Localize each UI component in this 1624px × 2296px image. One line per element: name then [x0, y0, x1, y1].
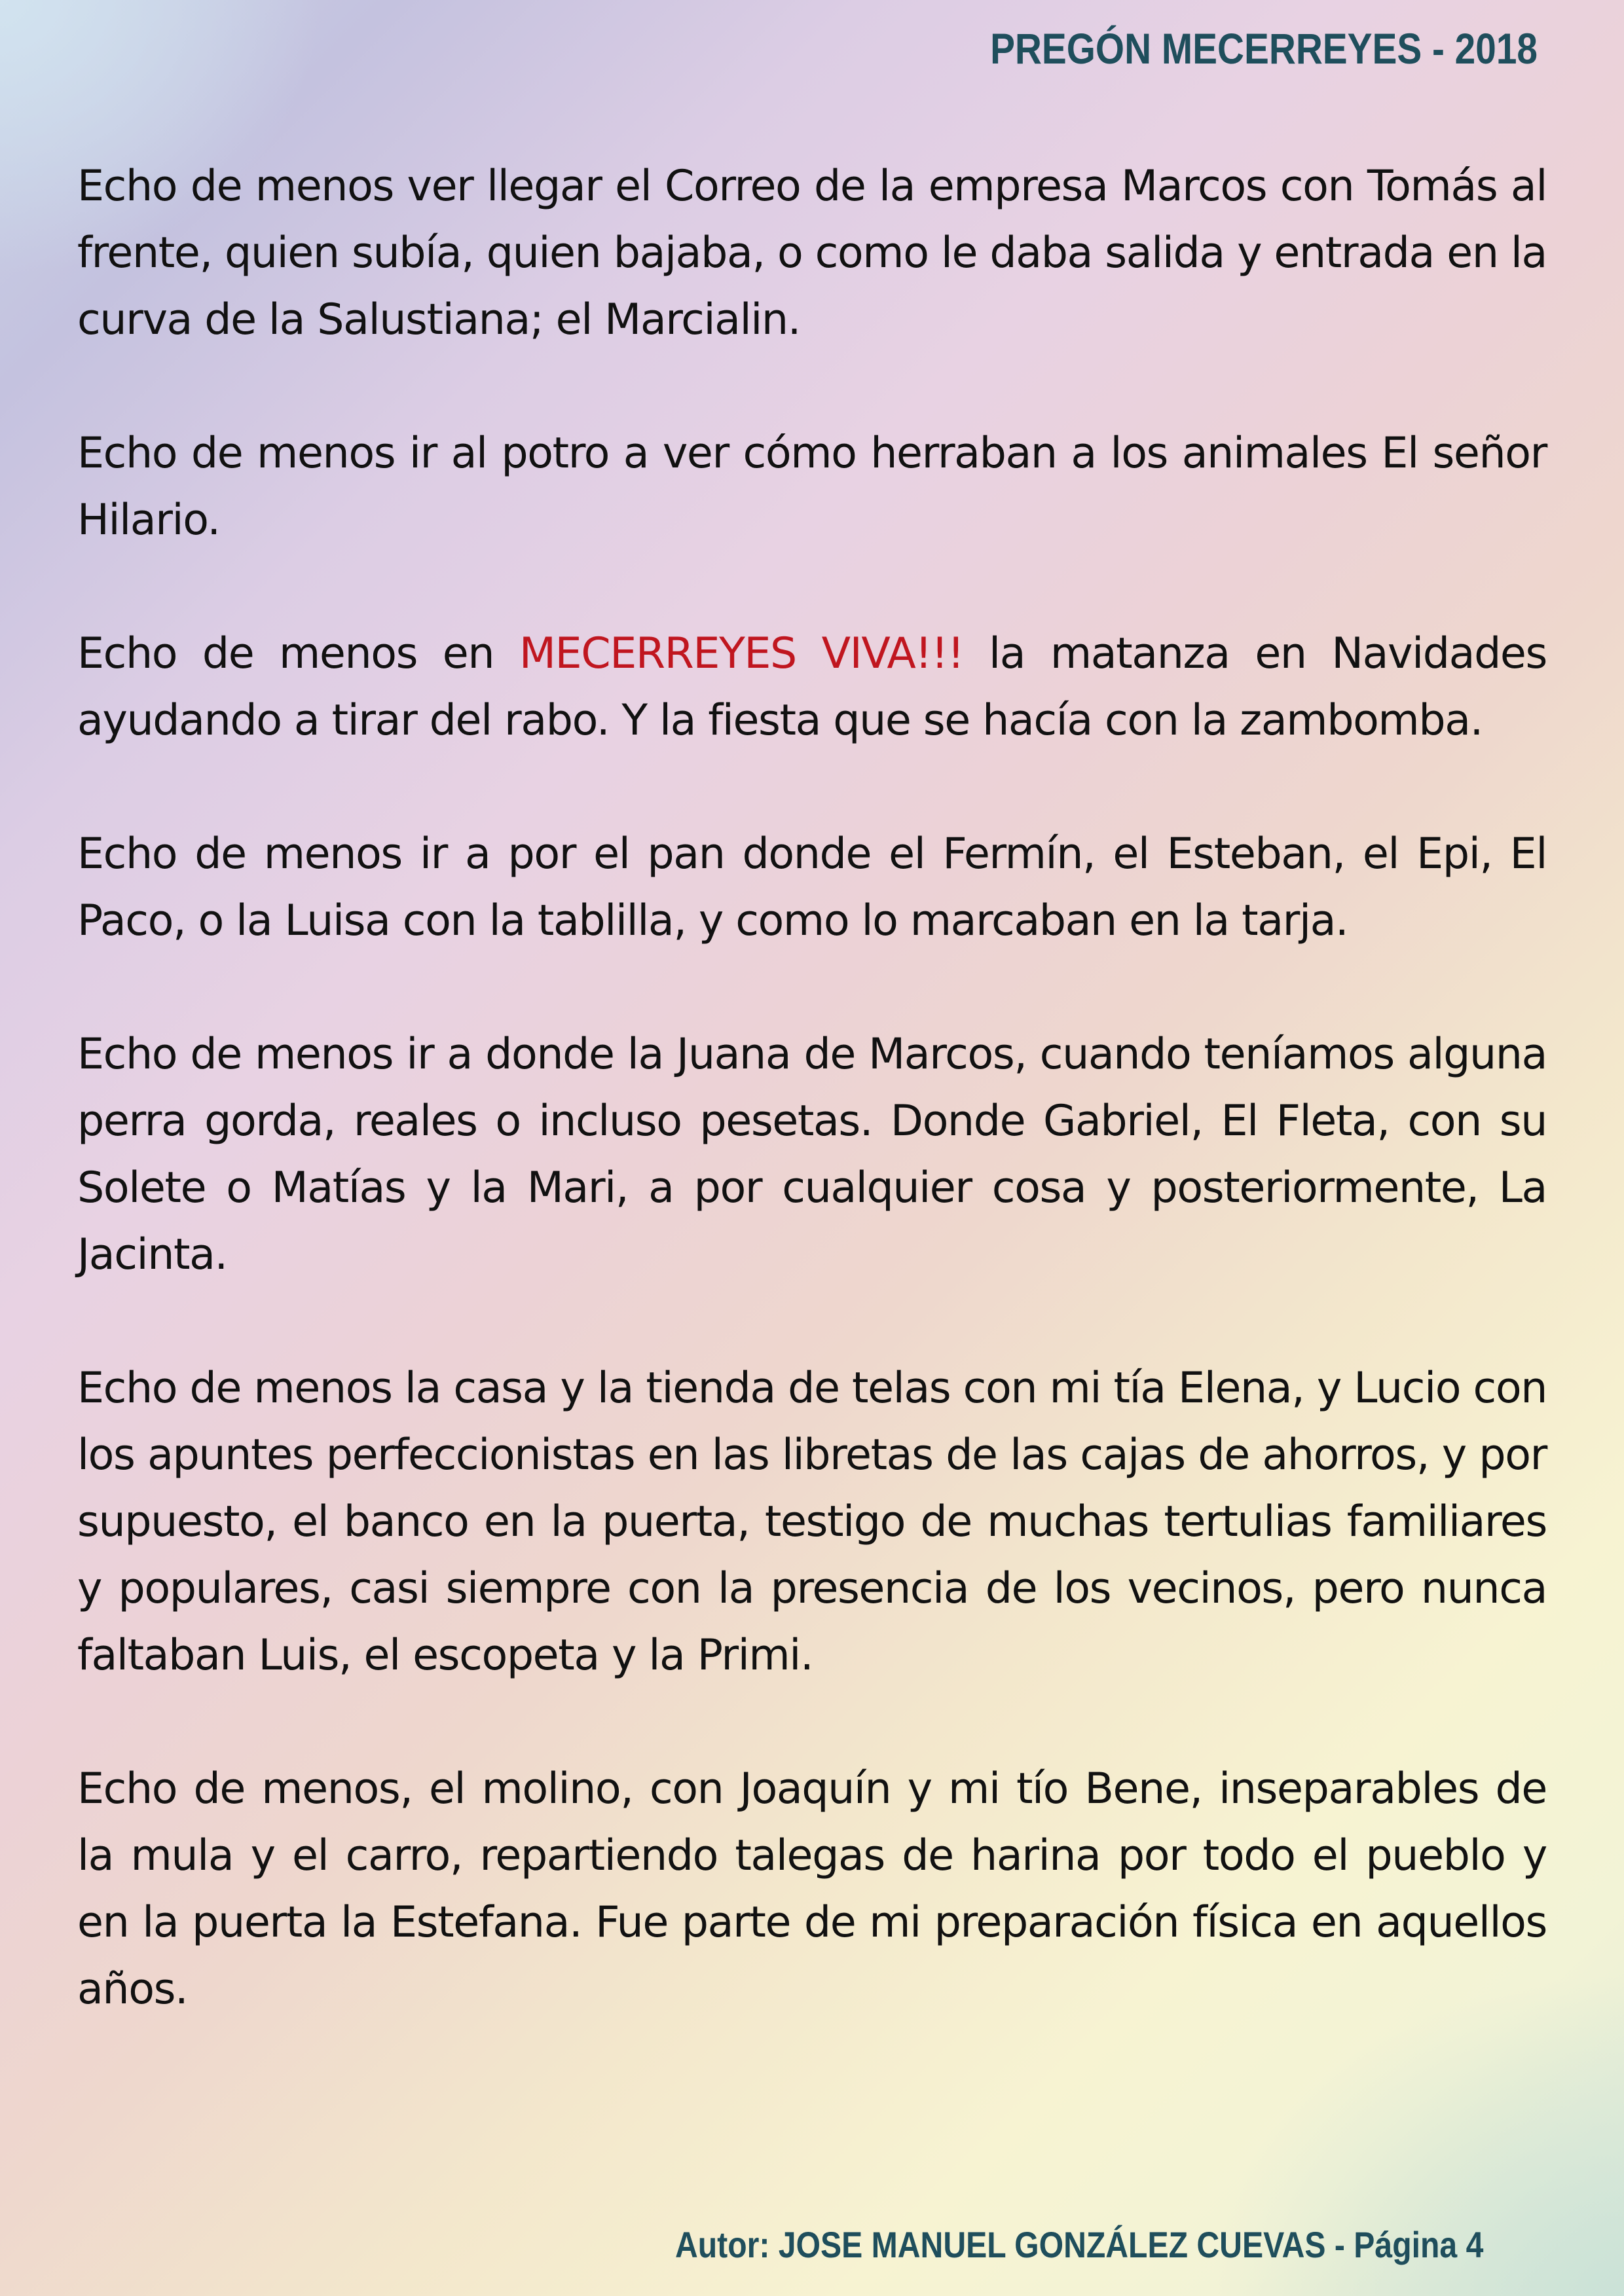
paragraph-matanza-start: Echo de menos en [77, 629, 519, 678]
page-header-title: PREGÓN MECERREYES - 2018 [990, 24, 1538, 73]
paragraph-potro: Echo de menos ir al potro a ver cómo herraban a los animales El señor Hilario. [77, 429, 1547, 545]
mecerreyes-viva-highlight: MECERREYES VIVA!!! [519, 629, 964, 678]
paragraph-matanza-end: la matanza en Navidades ayudando a tirar del rabo. Y la fiesta que se hacía con la zambomba. [77, 629, 1547, 745]
page-footer-author: Autor: JOSE MANUEL GONZÁLEZ CUEVAS - Página 4 [674, 2224, 1483, 2265]
paragraph-molino: Echo de menos, el molino, con Joaquín y mi tío Bene, inseparables de la mula y el carro, repartiendo talegas de harina por todo el pueblo y en la puerta la Estefana. Fue parte de mi preparación física en aquellos años. [77, 1764, 1547, 2014]
paragraph-pan: Echo de menos ir a por el pan donde el Fermín, el Esteban, el Epi, El Paco, o la Luisa con la tablilla, y como lo marcaban en la tarja. [77, 829, 1547, 945]
paragraph-matanza [77, 621, 1547, 754]
paragraph-correo: Echo de menos ver llegar el Correo de la empresa Marcos con Tomás al frente, quien subía, quien bajaba, o como le daba salida y entrada en la curva de la Salustiana; el Marcialin. [77, 162, 1547, 344]
paragraph-juana: Echo de menos ir a donde la Juana de Marcos, cuando teníamos alguna perra gorda, reales o incluso pesetas. Donde Gabriel, El Fleta, con su Solete o Matías y la Mari, a por cualquier cosa y posteriormente, La Jacinta. [77, 1030, 1547, 1279]
paragraph-tienda: Echo de menos la casa y la tienda de telas con mi tía Elena, y Lucio con los apuntes perfeccionistas en las libretas de las cajas de ahorros, y por supuesto, el banco en la puerta, testigo de muchas tertulias familiares y populares, casi siempre con la presencia de los vecinos, pero nunca faltaban Luis, el escopeta y la Primi. [77, 1364, 1547, 1680]
document-body [77, 153, 1547, 2090]
